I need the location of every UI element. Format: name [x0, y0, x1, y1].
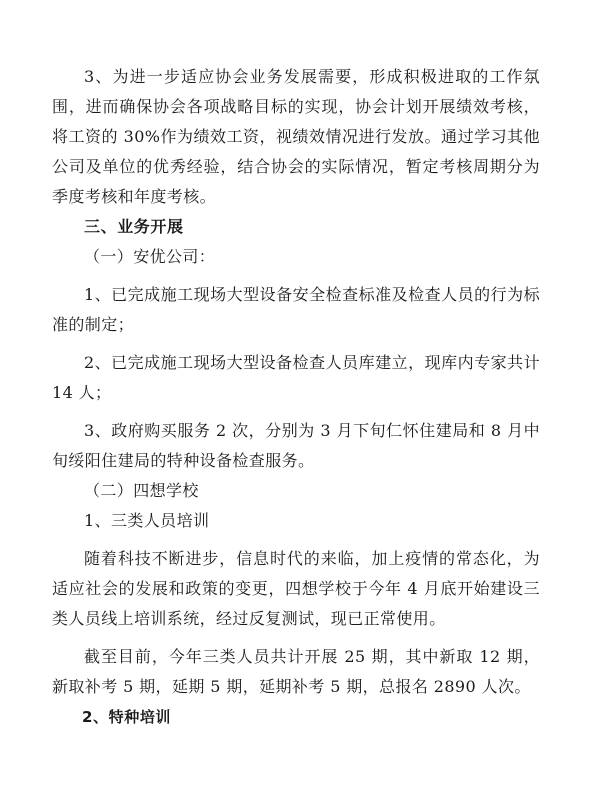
- list-item-expert-pool: 2、已完成施工现场大型设备检查人员库建立，现库内专家共计 14 人；: [52, 353, 540, 402]
- paragraph-online-training: 随着科技不断进步，信息时代的来临，加上疫情的常态化，为适应社会的发展和政策的变更，四想学校于今年 4 月底开始建设三类人员线上培训系统，经过反复测试，现已正常使用。: [52, 549, 540, 628]
- subsection-sixiang-title: （二）四想学校: [84, 481, 199, 500]
- training-three-types-title: 1、三类人员培训: [84, 511, 210, 530]
- list-item-standards: 1、已完成施工现场大型设备安全检查标准及检查人员的行为标准的制定；: [52, 285, 540, 334]
- subsection-anyou-title: （一）安优公司：: [84, 247, 216, 266]
- list-item-government-service: 3、政府购买服务 2 次，分别为 3 月下旬仁怀住建局和 8 月中旬绥阳住建局的特种设备检查服务。: [52, 421, 540, 470]
- paragraph-training-stats: 截至目前，今年三类人员共计开展 25 期，其中新取 12 期，新取补考 5 期，延期 5 期，延期补考 5 期，总报名 2890 人次。: [52, 647, 540, 696]
- section-business-title: 三、业务开展: [84, 217, 184, 236]
- paragraph-performance-appraisal: 3、为进一步适应协会业务发展需要，形成积极进取的工作氛围，进而确保协会各项战略目标的实现，协会计划开展绩效考核，将工资的 30%作为绩效工资，视绩效情况进行发放。通过学习其他公司及单位的优秀经验，结合协会的实际情况，暂定考核周期分为季度考核和年度考核。: [52, 67, 540, 206]
- training-special-title: 2、特种培训: [82, 708, 172, 726]
